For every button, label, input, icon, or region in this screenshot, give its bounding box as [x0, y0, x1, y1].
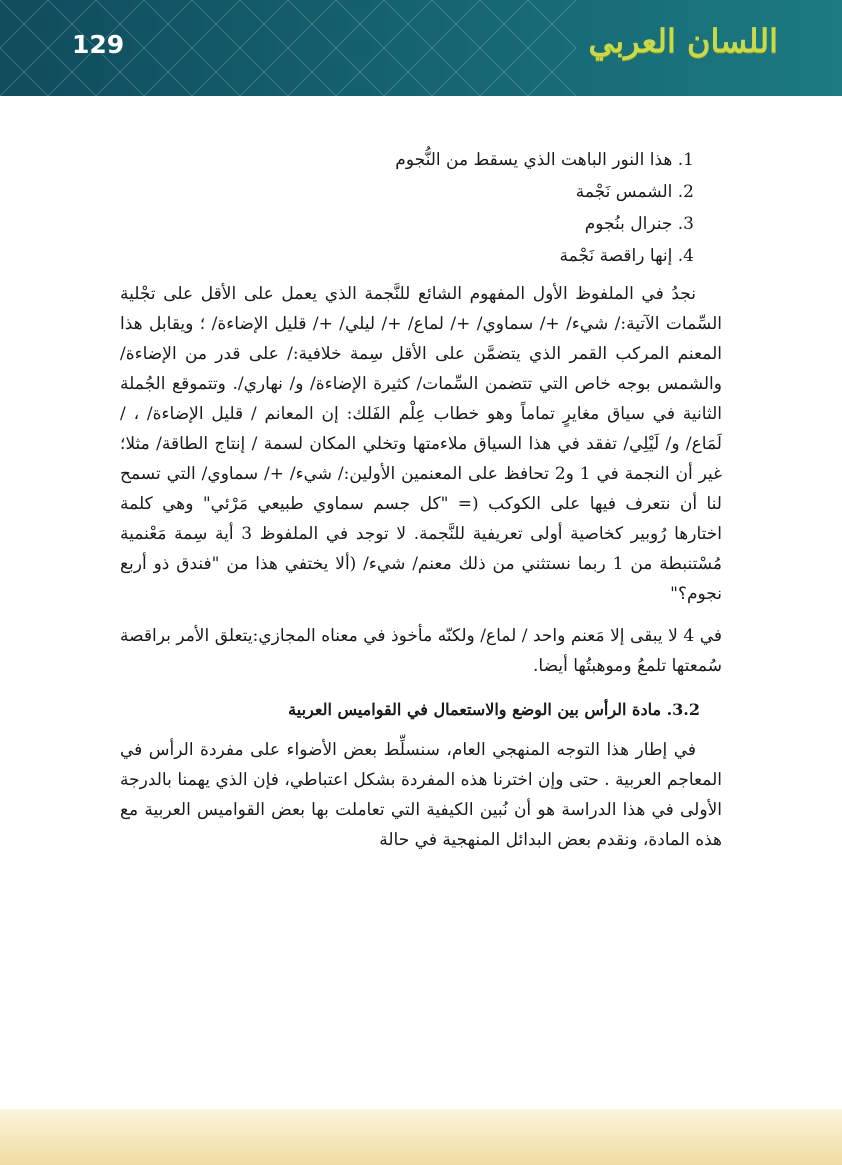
page-content: [120, 145, 722, 855]
page-header: [0, 0, 842, 96]
body-paragraph-2: في 4 لا يبقى إلا مَعنم واحد / لماع/ ولكنّه مأخوذ في معناه المجازي:يتعلق الأمر براقصة سُمعتها تلمعُ وموهبتُها أيضا.: [120, 626, 722, 676]
body-paragraph-1: نجدُ في الملفوظ الأول المفهوم الشائع للنَّجمة الذي يعمل على الأقل على تجْلية السِّمات الآتية:/ شيء/ +/ سماوي/ +/ لماع/ +/ ليلي/ +/ قليل الإضاءة/ ؛ ويقابل هذا المعنم المركب القمر الذي يتضمَّن على الأقل سِمة خلافية:/ على قدر من الإضاءة/ والشمس بوجه خاص التي تتضمن السِّمات/ كثيرة الإضاءة/ و/ نهاري/. وتتموقع الجُملة الثانية في سياق مغايرٍ تماماً وهو خطاب عِلْم الفَلك: إن المعانم / قليل الإضاءة/ ، / لَمَاع/ و/ لَيْلِي/ تفقد في هذا السياق ملاءمتها وتخلي المكان لسمة / إنتاج الطاقة/ مثلا؛ غير أن النجمة في 1 و2 تحافظ على المعنمين الأولين:/ شيء/ +/ سماوي/ التي تسمح لنا أن نتعرف فيها على الكوكب (= "كل جسم سماوي طبيعي مَرْئي" وهي كلمة اختارها رُوبير كخاصية أولى تعريفية للنَّجمة. لا توجد في الملفوظ 3 أية سِمة مَعْنمية مُسْتنبطة من 1 ربما نستثني من ذلك معنم/ شيء/ (ألا يختفي هذا من "فندق ذو أربع نجوم؟": [120, 284, 723, 604]
list-item: 3. جنرال بنُجوم: [584, 214, 694, 234]
section-heading: 3.2. مادة الرأس بين الوضع والاستعمال في القواميس العربية: [288, 700, 700, 719]
journal-logo: اللسان العربي: [588, 22, 778, 60]
example-list: [120, 145, 722, 271]
list-item: 2. الشمس نَجْمة: [575, 182, 694, 202]
list-item: 1. هذا النور الباهت الذي يسقط من النُّجوم: [395, 150, 694, 170]
page-number: 129: [72, 30, 125, 59]
page-footer-band: [0, 1109, 842, 1165]
body-paragraph-3: في إطار هذا التوجه المنهجي العام، سنسلِّط بعض الأضواء على مفردة الرأس في المعاجم العربية . حتى وإن اخترنا هذه المفردة بشكل اعتباطي، فإن الذي يهمنا بالدرجة الأولى في هذا الدراسة هو أن نُبين الكيفية التي تعاملت بها بعض القواميس العربية مع هذه المادة، ونقدم بعض البدائل المنهجية في حالة: [120, 740, 722, 850]
list-item: 4. إنها راقصة نَجْمة: [559, 246, 694, 266]
